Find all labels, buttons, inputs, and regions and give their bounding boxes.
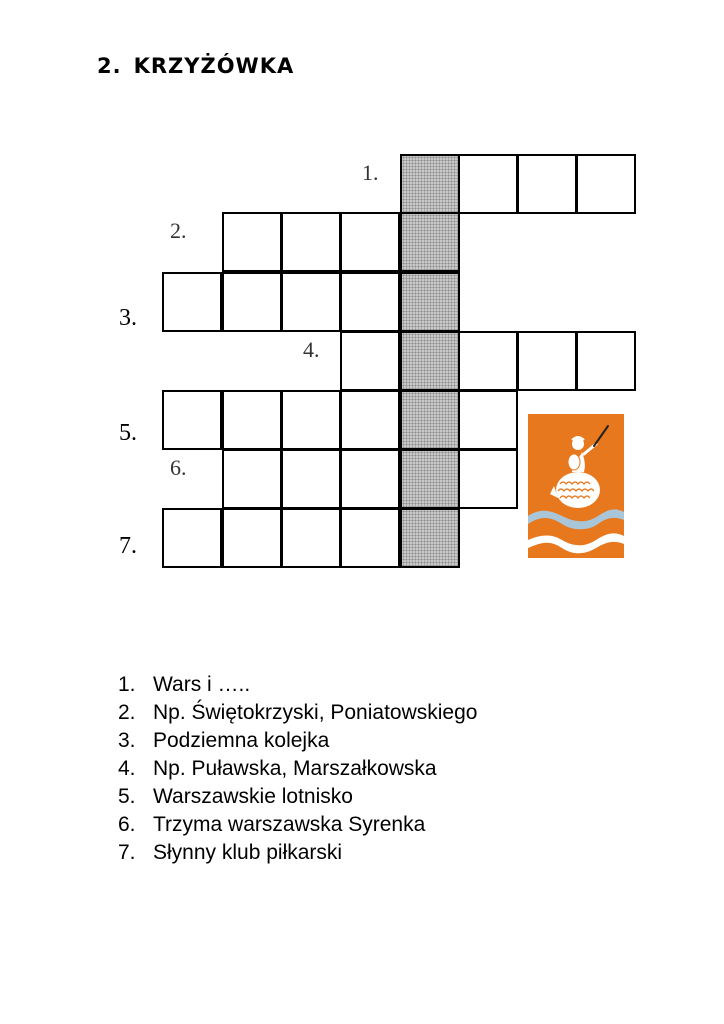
- clue-item: [118, 783, 477, 811]
- warsaw-mermaid-emblem-icon: [528, 414, 624, 558]
- crossword-cell[interactable]: [162, 390, 222, 450]
- clue-item: [118, 699, 477, 727]
- crossword-cell[interactable]: [340, 212, 400, 272]
- clue-number: 2.: [118, 701, 136, 724]
- crossword-cell[interactable]: [340, 449, 400, 509]
- clue-item: [118, 811, 477, 839]
- crossword-cell[interactable]: [340, 331, 400, 391]
- crossword-cell[interactable]: [517, 154, 577, 214]
- crossword-cell[interactable]: [162, 508, 222, 568]
- crossword-cell[interactable]: [222, 390, 282, 450]
- clue-item: [118, 839, 477, 867]
- title-number: 2.: [97, 54, 122, 78]
- crossword-cell-key[interactable]: [400, 331, 460, 391]
- crossword-cell[interactable]: [222, 449, 282, 509]
- crossword-cell[interactable]: [162, 272, 222, 332]
- crossword-cell-key[interactable]: [400, 154, 460, 214]
- clue-number: 1.: [118, 673, 136, 696]
- clue-text: Np. Puławska, Marszałkowska: [153, 757, 437, 780]
- crossword-cell[interactable]: [281, 390, 341, 450]
- title-text: KRZYŻÓWKA: [133, 54, 295, 78]
- crossword-cell[interactable]: [458, 390, 518, 450]
- crossword-cell-key[interactable]: [400, 272, 460, 332]
- clue-number: 5.: [118, 785, 136, 808]
- crossword-cell-key[interactable]: [400, 508, 460, 568]
- clue-list: [118, 671, 477, 867]
- row-marker-3: 3.: [119, 305, 137, 331]
- row-marker-1: 1.: [362, 160, 379, 185]
- crossword-cell[interactable]: [458, 154, 518, 214]
- crossword-cell-key[interactable]: [400, 390, 460, 450]
- clue-text: Np. Świętokrzyski, Poniatowskiego: [153, 701, 478, 724]
- clue-number: 3.: [118, 729, 136, 752]
- crossword-cell[interactable]: [281, 449, 341, 509]
- crossword-cell[interactable]: [281, 508, 341, 568]
- row-marker-2: 2.: [170, 218, 187, 243]
- row-marker-5: 5.: [119, 420, 137, 446]
- clue-number: 7.: [118, 841, 136, 864]
- clue-item: [118, 671, 477, 699]
- clue-number: 6.: [118, 813, 136, 836]
- crossword-cell[interactable]: [576, 154, 636, 214]
- crossword-cell[interactable]: [222, 508, 282, 568]
- clue-text: Podziemna kolejka: [153, 729, 330, 752]
- crossword-cell[interactable]: [340, 390, 400, 450]
- row-marker-4: 4.: [303, 337, 320, 362]
- clue-item: [118, 755, 477, 783]
- crossword-cell-key[interactable]: [400, 212, 460, 272]
- crossword-cell[interactable]: [576, 331, 636, 391]
- crossword-cell[interactable]: [340, 508, 400, 568]
- row-marker-6: 6.: [170, 455, 187, 480]
- clue-text: Trzyma warszawska Syrenka: [153, 813, 426, 836]
- clue-text: Słynny klub piłkarski: [153, 841, 343, 864]
- crossword-cell[interactable]: [281, 272, 341, 332]
- crossword-cell[interactable]: [222, 272, 282, 332]
- crossword-cell[interactable]: [458, 449, 518, 509]
- crossword-cell-key[interactable]: [400, 449, 460, 509]
- crossword-cell[interactable]: [281, 212, 341, 272]
- crossword-cell[interactable]: [458, 331, 518, 391]
- crossword-cell[interactable]: [340, 272, 400, 332]
- clue-text: Warszawskie lotnisko: [153, 785, 353, 808]
- row-marker-7: 7.: [119, 533, 137, 559]
- clue-text: Wars i …..: [153, 673, 251, 696]
- crossword-cell[interactable]: [222, 212, 282, 272]
- clue-number: 4.: [118, 757, 136, 780]
- clue-item: [118, 727, 477, 755]
- crossword-cell[interactable]: [517, 331, 577, 391]
